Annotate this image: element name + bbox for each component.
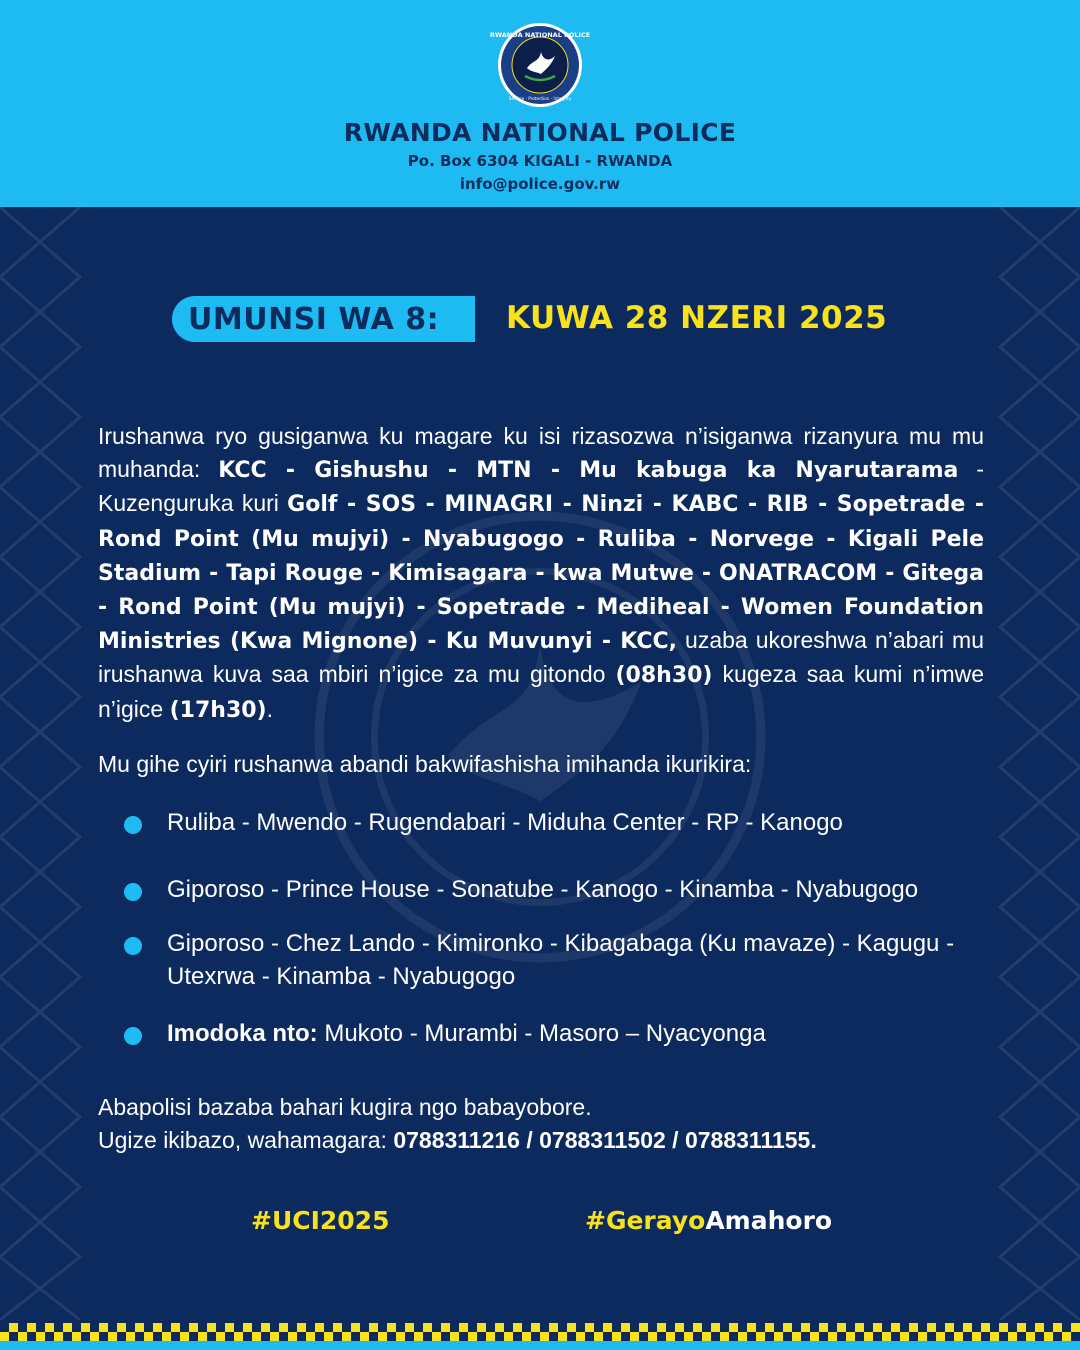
org-address: Po. Box 6304 KIGALI - RWANDA	[407, 152, 673, 170]
hashtag-part-a: #Gerayo	[585, 1206, 706, 1235]
small-vehicles-route: Mukoto - Murambi - Masoro – Nyacyonga	[317, 1020, 766, 1047]
route-a: KCC - Gishushu - MTN - Mu kabuga ka Nyarutarama	[218, 458, 959, 484]
org-name: RWANDA NATIONAL POLICE	[343, 118, 737, 147]
bullet-icon	[124, 937, 142, 955]
route-text: Ruliba - Mwendo - Rugendabari - Miduha Center - RP - Kanogo	[167, 809, 843, 836]
day-label: UMUNSI WA 8:	[188, 302, 440, 337]
org-email[interactable]: info@police.gov.rw	[459, 175, 621, 193]
contact-prefix: Ugize ikibazo, wahamagara:	[98, 1127, 394, 1154]
intro-text-2: - Kuzenguruka kuri	[98, 456, 984, 517]
intro-paragraph	[98, 420, 984, 727]
svg-text:Service · Protection · Integri: Service · Protection · Integrity	[508, 96, 572, 101]
bullet-icon	[124, 1027, 142, 1045]
route-b: Golf - SOS - MINAGRI - Ninzi - KABC - RIB - Sopetrade - Rond Point (Mu mujyi) - Nyabugogo - Ruliba - Norvege - Kigali Pele Stadium - Tapi Rouge - Kimisagara - kwa Mutwe - ONATRACOM - Gitega - Rond Point (Mu mujyi) - Sopetrade - Mediheal - Women Foundation Ministries (Kwa Mignone) - Ku Muvunyi - KCC,	[98, 492, 984, 655]
footer-checker-pattern	[0, 1323, 1080, 1341]
intro-text-1: Irushanwa ryo gusiganwa ku magare ku isi rizasozwa n’isiganwa rizanyura mu mu muhanda:	[98, 423, 984, 483]
svg-text:RWANDA NATIONAL POLICE: RWANDA NATIONAL POLICE	[489, 31, 591, 39]
phone-numbers[interactable]: 0788311216 / 0788311502 / 0788311155.	[393, 1127, 817, 1154]
route-text: Giporoso - Chez Lando - Kimironko - Kibagabaga (Ku mavaze) - Kagugu - Utexrwa - Kinamba - Nyabugogo	[167, 930, 955, 990]
route-text: Giporoso - Prince House - Sonatube - Kanogo - Kinamba - Nyabugogo	[167, 876, 919, 903]
footer-blue-bar	[0, 1341, 1080, 1350]
hashtag-part-b: Amahoro	[705, 1206, 833, 1235]
time-end: (17h30)	[169, 697, 267, 723]
route-text	[167, 1017, 987, 1050]
time-start: (08h30)	[615, 663, 713, 689]
left-border-pattern	[0, 207, 80, 1320]
closing-line-1: Abapolisi bazaba bahari kugira ngo babayobore.	[98, 1094, 592, 1120]
intro-text-4: kugeza saa kumi n’imwe n’igice	[98, 661, 984, 722]
right-border-pattern	[1000, 207, 1080, 1320]
header-band	[0, 0, 1080, 207]
day-label-pill	[172, 296, 475, 342]
day-date: KUWA 28 NZERI 2025	[506, 300, 888, 336]
hashtag-gerayo-amahoro[interactable]	[585, 1206, 832, 1235]
bullet-icon	[124, 883, 142, 901]
alternatives-heading: Mu gihe cyiri rushanwa abandi bakwifashisha imihanda ikurikira:	[98, 751, 752, 777]
closing-text	[98, 1091, 984, 1157]
small-vehicles-label: Imodoka nto:	[167, 1020, 318, 1047]
bullet-icon	[124, 816, 142, 834]
hashtag-uci[interactable]: #UCI2025	[251, 1206, 390, 1235]
intro-text-5: .	[266, 695, 274, 722]
intro-text-3: uzaba ukoreshwa n’abari mu irushanwa kuva saa mbiri n’igice za mu gitondo	[98, 627, 984, 688]
police-seal-icon	[489, 22, 591, 108]
closing-line-2	[98, 1124, 984, 1157]
